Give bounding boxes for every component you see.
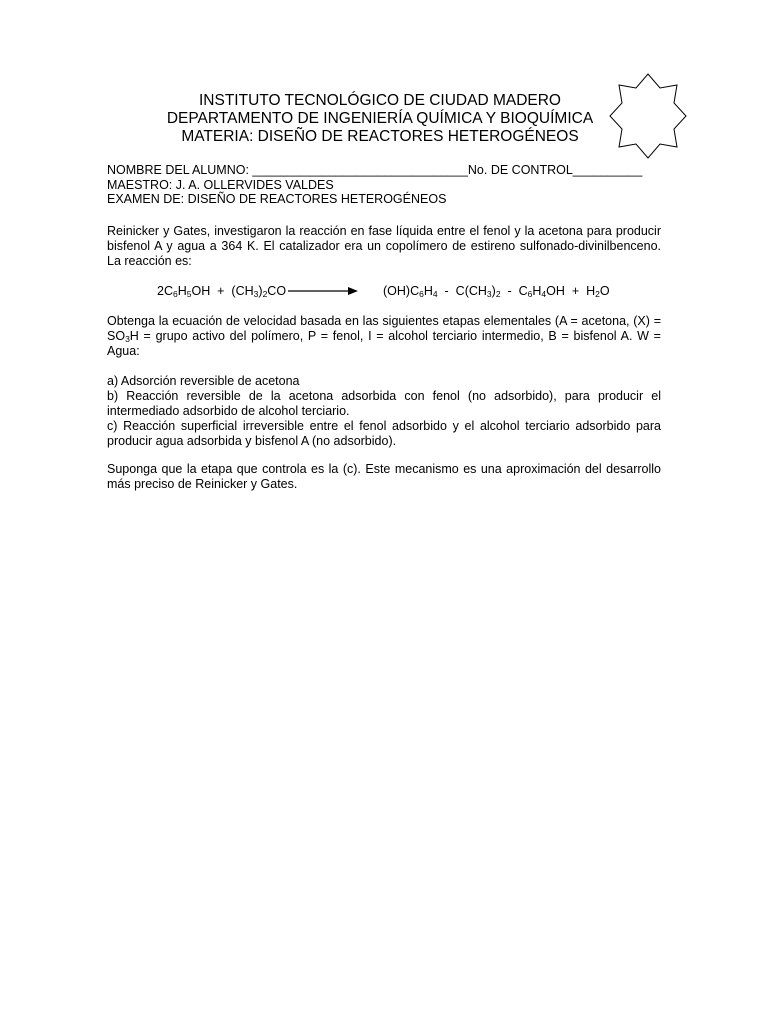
step-c: c) Reacción superficial irreversible entre el fenol adsorbido y el alcohol terciario adsorbido para producir agua adsorbida y bisfenol A (no adsorbido).: [107, 419, 661, 448]
institute-title: INSTITUTO TECNOLÓGICO DE CIUDAD MADERO: [199, 92, 561, 109]
reaction-arrow-icon: [288, 285, 358, 297]
products-formula: $(OH)C_6H_4 - C(CH_3)_2 - C_6H_4OH + H_2O$: [383, 284, 610, 299]
teacher-line: MAESTRO: J. A. OLLERVIDES VALDES: [107, 177, 334, 192]
step-b: b) Reacción reversible de la acetona adsorbida con fenol (no adsorbido), para producir el intermediado adsorbido de alcohol terciario.: [107, 389, 661, 418]
step-a: a) Adsorción reversible de acetona: [107, 374, 300, 388]
department-title: DEPARTAMENTO DE INGENIERÍA QUÍMICA Y BIOQUÍMICA: [166, 110, 594, 127]
star-seal-icon: [608, 72, 688, 160]
intro-paragraph: Reinicker y Gates, investigaron la reacción en fase líquida entre el fenol y la acetona para producir bisfenol A y agua a 364 K. El catalizador era un copolímero de estireno sulfonado-divinilbenceno. La reacción es:: [107, 224, 661, 268]
student-line: NOMBRE DEL ALUMNO: _______________________________No. DE CONTROL__________: [107, 163, 643, 177]
exam-line: EXAMEN DE: DISEÑO DE REACTORES HETEROGÉNEOS: [107, 192, 447, 206]
conclusion-paragraph: Suponga que la etapa que controla es la (c). Este mecanismo es una aproximación del desarrollo más preciso de Reinicker y Gates.: [107, 462, 661, 491]
rate-equation-paragraph: Obtenga la ecuación de velocidad basada en las siguientes etapas elementales (A = acetona, $(X) = SO_3H$ = grupo activo del polímero, P = fenol, I = alcohol terciario intermedio, B = bisfenol A. W = Agua:: [107, 314, 661, 358]
document-header: [140, 92, 620, 146]
steps-list: [107, 374, 661, 449]
reactants-formula: $2C_6H_5OH + (CH_3)_2CO$: [157, 284, 287, 299]
exam-info: [107, 163, 642, 207]
subject-title: MATERIA: DISEÑO DE REACTORES HETEROGÉNEOS: [181, 128, 579, 145]
